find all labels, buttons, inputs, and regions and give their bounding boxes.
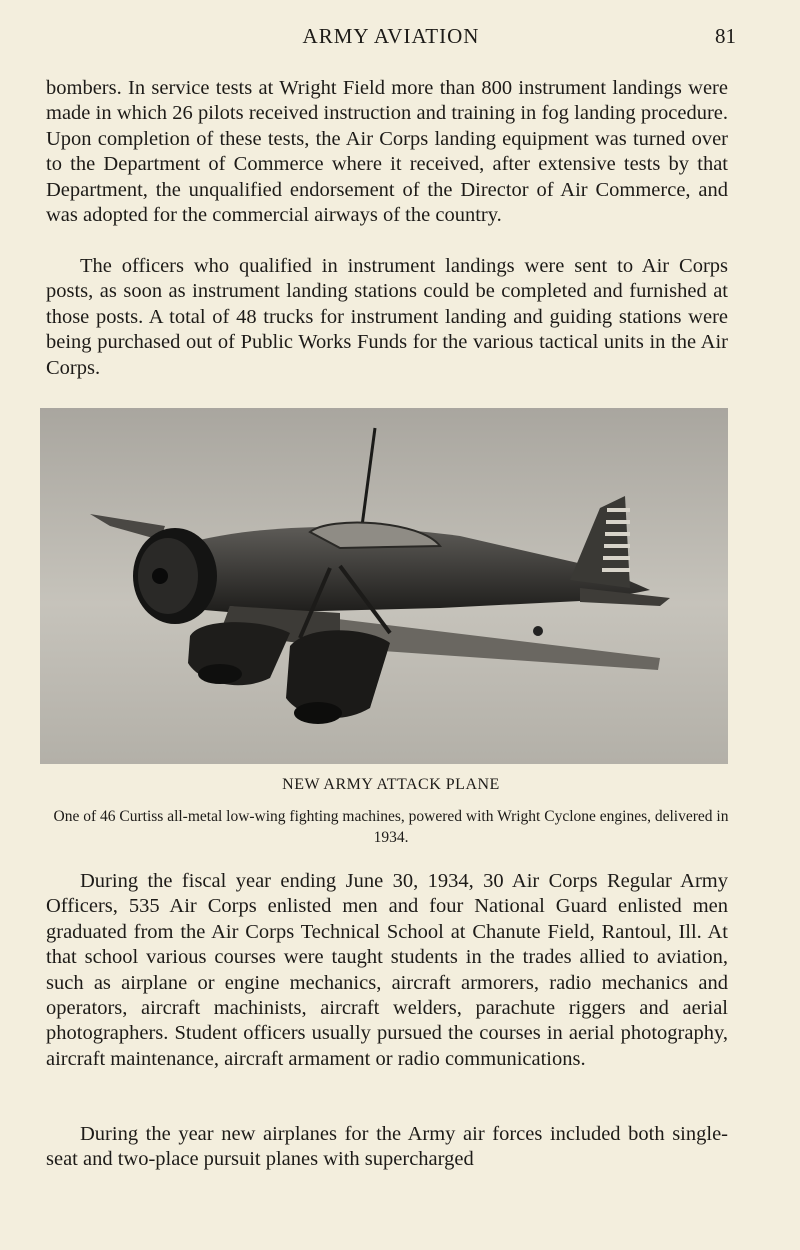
page-header — [46, 24, 736, 54]
figure-caption-text: One of 46 Curtiss all-metal low-wing fighting machines, powered with Wright Cyclone engines, delivered in 1934. — [53, 808, 729, 846]
paragraph-3: During the fiscal year ending June 30, 1934, 30 Air Corps Regular Army Officers, 535 Air Corps enlisted men and four National Guard enlisted men graduated from the Air Corps Technical School at Chanute Field, Rantoul, Ill. At that school various courses were taught students in the trades allied to aviation, such as airplane or engine mechanics, aircraft armorers, radio mechanics and operators, aircraft machinists, aircraft welders, parachute riggers and aerial photographers. Student officers usually pursued the courses in aerial photography, aircraft maintenance, aircraft armament or radio communications. — [46, 870, 728, 1070]
paragraph-1: bombers. In service tests at Wright Field more than 800 instrument landings were made in which 26 pilots received instruction and training in fog landing procedure. Upon completion of these tests, the Air Corps landing equipment was turned over to the Department of Commerce where it received, after extensive tests by that Department, the unqualified endorsement of the Director of Air Commerce, and was adopted for the commercial airways of the country. — [46, 77, 728, 227]
page-number: 81 — [715, 24, 736, 48]
figure-caption-title: NEW ARMY ATTACK PLANE — [282, 776, 500, 793]
paragraph-2: The officers who qualified in instrument landings were sent to Air Corps posts, as soon as instrument landing stations could be completed and furnished at those posts. A total of 48 trucks for instrument landing and guiding stations were being purchased out of Public Works Funds for the various tactical units in the Air Corps. — [46, 255, 728, 379]
paragraph-4: During the year new airplanes for the Army air forces included both single-seat and two-place pursuit planes with supercharged — [46, 1123, 728, 1171]
running-title: ARMY AVIATION — [302, 24, 480, 48]
attack-plane-photo — [40, 408, 728, 764]
